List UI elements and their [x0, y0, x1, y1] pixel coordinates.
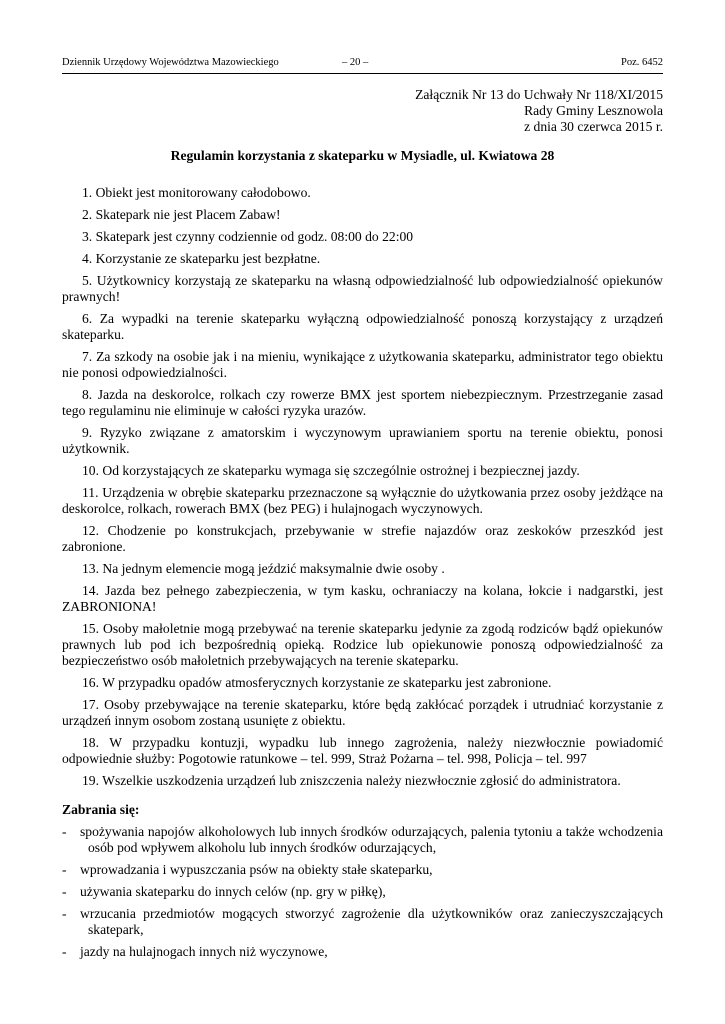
rules-list: [62, 185, 663, 795]
position-number: Poz. 6452: [621, 57, 663, 68]
rule-item: 4. Korzystanie ze skateparku jest bezpłatne.: [82, 251, 321, 266]
rule-item: 5. Użytkownicy korzystają ze skateparku na własną odpowiedzialność lub odpowiedzialność opiekunów prawnych!: [62, 273, 663, 304]
rule-item: 16. W przypadku opadów atmosferycznych korzystanie ze skateparku jest zabronione.: [82, 675, 552, 690]
rule-item: 17. Osoby przebywające na terenie skateparku, które będą zakłócać porządek i utrudniać korzystanie z urządzeń innym osobom zostaną usunięte z obiektu.: [62, 697, 663, 728]
attachment-line: z dnia 30 czerwca 2015 r.: [524, 119, 663, 134]
prohibited-text: spożywania napojów alkoholowych lub innych środków odurzających, palenia tytoniu a także wchodzenia osób pod wpływem alkoholu lub innych środków odurzających,: [80, 824, 663, 855]
rule-item: 18. W przypadku kontuzji, wypadku lub innego zagrożenia, należy niezwłocznie powiadomić odpowiednie służby: Pogotowie ratunkowe – tel. 999, Straż Pożarna – tel. 998, Policja – tel. 997: [62, 735, 663, 766]
dash-bullet: -: [62, 906, 67, 921]
attachment-line: Załącznik Nr 13 do Uchwały Nr 118/XI/2015: [415, 87, 663, 102]
dash-bullet: -: [62, 944, 67, 959]
rule-item: 1. Obiekt jest monitorowany całodobowo.: [82, 185, 311, 200]
prohibited-heading: Zabrania się:: [62, 802, 140, 817]
rule-item: 10. Od korzystających ze skateparku wymaga się szczególnie ostrożnej i bezpiecznej jazdy.: [82, 463, 580, 478]
prohibited-item: [62, 944, 663, 960]
rule-item: 19. Wszelkie uszkodzenia urządzeń lub zniszczenia należy niezwłocznie zgłosić do administratora.: [82, 773, 621, 788]
attachment-line: Rady Gminy Lesznowola: [524, 103, 663, 118]
rule-item: 13. Na jednym elemencie mogą jeździć maksymalnie dwie osoby .: [82, 561, 445, 576]
rule-item: 9. Ryzyko związane z amatorskim i wyczynowym uprawianiem sportu na terenie obiektu, ponosi użytkownik.: [62, 425, 663, 456]
rule-item: 3. Skatepark jest czynny codziennie od godz. 08:00 do 22:00: [82, 229, 414, 244]
dash-bullet: -: [62, 824, 67, 839]
rule-item: 11. Urządzenia w obrębie skateparku przeznaczone są wyłącznie do użytkowania przez osoby jeżdżące na deskorolce, rolkach, rowerach BMX (bez PEG) i hulajnogach wyczynowych.: [62, 485, 663, 516]
attachment-reference: [415, 87, 663, 135]
prohibited-list: [62, 824, 663, 966]
dash-bullet: -: [62, 884, 67, 899]
journal-name: Dziennik Urzędowy Województwa Mazowieckiego: [62, 57, 279, 68]
rule-item: 7. Za szkody na osobie jak i na mieniu, wynikające z użytkowania skateparku, administrator tego obiektu nie ponosi odpowiedzialności.: [62, 349, 663, 380]
prohibited-item: [62, 906, 663, 938]
document-title: Regulamin korzystania z skateparku w Mysiadle, ul. Kwiatowa 28: [170, 148, 555, 163]
dash-bullet: -: [62, 862, 67, 877]
prohibited-item: [62, 862, 663, 878]
prohibited-text: używania skateparku do innych celów (np. gry w piłkę),: [80, 884, 386, 899]
rule-item: 14. Jazda bez pełnego zabezpieczenia, w tym kasku, ochraniaczy na kolana, łokcie i nadgarstki, jest ZABRONIONA!: [62, 583, 663, 614]
prohibited-item: [62, 884, 663, 900]
prohibited-item: [62, 824, 663, 856]
prohibited-text: jazdy na hulajnogach innych niż wyczynowe,: [80, 944, 328, 959]
prohibited-text: wprowadzania i wypuszczania psów na obiekty stałe skateparku,: [80, 862, 433, 877]
rule-item: 2. Skatepark nie jest Placem Zabaw!: [82, 207, 281, 222]
prohibited-text: wrzucania przedmiotów mogących stworzyć zagrożenie dla użytkowników oraz zanieczyszczających skatepark,: [80, 906, 663, 937]
rule-item: 12. Chodzenie po konstrukcjach, przebywanie w strefie najazdów oraz zeskoków przeszkód jest zabronione.: [62, 523, 663, 554]
rule-item: 6. Za wypadki na terenie skateparku wyłączną odpowiedzialność ponoszą korzystający z urządzeń skateparku.: [62, 311, 663, 342]
rule-item: 8. Jazda na deskorolce, rolkach czy rowerze BMX jest sportem niebezpiecznym. Przestrzeganie zasad tego regulaminu nie eliminuje w całości ryzyka urazów.: [62, 387, 663, 418]
page-number: – 20 –: [342, 57, 369, 68]
rule-item: 15. Osoby małoletnie mogą przebywać na terenie skateparku jedynie za zgodą rodziców bądź opiekunów prawnych lub pod ich bezpośrednią opieką. Rodzice lub opiekunowie ponoszą odpowiedzialność za bezpieczeństwo osób małoletnich przebywających na terenie skateparku.: [62, 621, 663, 668]
page-header: [62, 57, 663, 74]
